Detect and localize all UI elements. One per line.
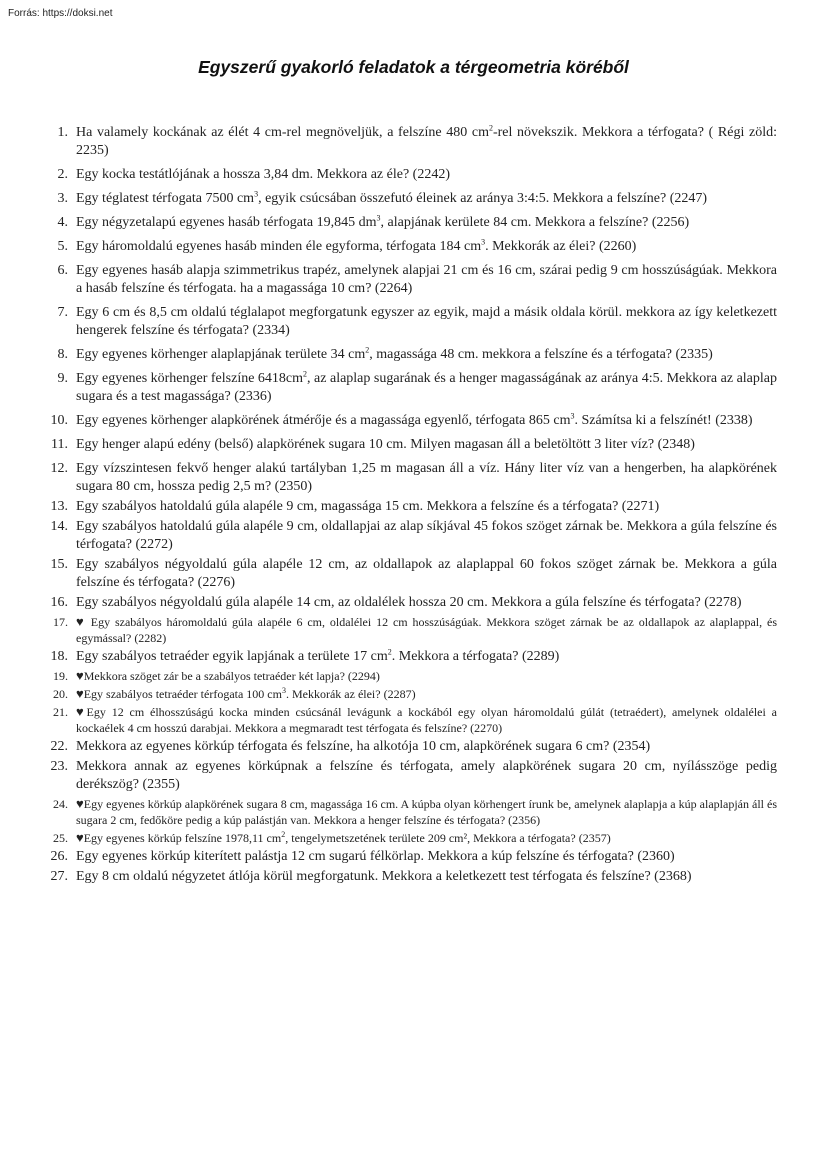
unit-exponent: 2 (365, 345, 370, 355)
task-item (0, 346, 827, 364)
task-number: 10. (50, 413, 68, 428)
task-item (0, 594, 827, 612)
task-text-cont: , az alaplap sugarának és a henger magasságának az aránya 4:5. Mekkora az alaplap sugara és a test magassága? (2336) (76, 371, 778, 404)
task-item (0, 738, 827, 756)
task-item (0, 648, 827, 666)
task-text: Egy 6 cm és 8,5 cm oldalú téglalapot megforgatunk egyszer az egyik, majd a másik oldala körül. mekkora az így keletkezett hengerek felszíne és térfogata? (2334) (76, 305, 777, 338)
unit-exponent: 3 (281, 686, 286, 695)
task-text: Egy szabályos hatoldalú gúla alapéle 9 cm, magassága 15 cm. Mekkora a felszíne és a térfogata? (2271) (76, 499, 660, 514)
task-text-cont: -rel növekszik. Mekkora a térfogata? ( Régi zöld: 2235) (76, 125, 777, 158)
task-item (0, 214, 827, 232)
unit-exponent: 3 (376, 213, 381, 223)
task-text: Egy négyzetalapú egyenes hasáb térfogata 19,845 dm (76, 215, 377, 230)
heart-icon: ♥ (76, 614, 91, 629)
task-text: Egy szabályos háromoldalú gúla alapéle 6 cm, oldalélei 12 cm hosszúságúak. Mekkora szöget zárnak be az oldallapok az alaplappal, és egymással? (2282) (76, 615, 777, 645)
heart-icon: ♥ (76, 668, 84, 683)
task-item (0, 370, 827, 406)
task-text-cont: . Mekkorák az élei? (2287) (285, 687, 416, 701)
task-number: 20. (53, 687, 68, 701)
unit-exponent: 2 (488, 123, 493, 133)
task-item (0, 124, 827, 160)
task-text-cont: , magassága 48 cm. mekkora a felszíne és a térfogata? (2335) (369, 347, 713, 362)
task-item (0, 668, 827, 684)
heart-icon: ♥ (76, 704, 87, 719)
task-number: 21. (53, 705, 68, 719)
task-text: Egy szabályos hatoldalú gúla alapéle 9 cm, oldallapjai az alap síkjával 45 fokos szöget zárnak be. Mekkora a gúla felszíne és térfogata? (2272) (76, 519, 777, 552)
task-item (0, 304, 827, 340)
task-text: Egy egyenes hasáb alapja szimmetrikus trapéz, amelynek alapjai 21 cm és 16 cm, szárai pedig 9 cm hosszúságúak. Mekkora a hasáb felszíne és térfogata. ha a magassága 10 cm? (2264) (76, 263, 777, 296)
task-number: 2. (57, 167, 68, 182)
task-number: 27. (50, 869, 68, 884)
task-item (0, 830, 827, 846)
unit-exponent: 3 (481, 237, 486, 247)
task-number: 19. (53, 669, 68, 683)
task-number: 1. (57, 125, 68, 140)
task-text-cont: , alapjának kerülete 84 cm. Mekkora a felszíne? (2256) (380, 215, 690, 230)
task-number: 22. (50, 739, 68, 754)
task-text: Egy szabályos négyoldalú gúla alapéle 12 cm, az oldallapok az alaplappal 60 fokos szöget zárnak be. Mekkora a gúla felszíne és térfogata? (2276) (76, 557, 777, 590)
task-text: Egy 12 cm élhosszúságú kocka minden csúcsánál levágunk a kockából egy olyan háromoldalú gúlát (tetraédert), amelynek oldalélei a kockaélek 4 cm hosszú darabjai. Mekkora a megmaradt test térfogata és felszíne? (2270) (76, 705, 777, 735)
source-label: Forrás: https://doksi.net (8, 8, 113, 19)
task-text-cont: , egyik csúcsában összefutó éleinek az aránya 3:4:5. Mekkora a felszíne? (2247) (258, 191, 708, 206)
unit-exponent: 2 (303, 369, 308, 379)
task-number: 16. (50, 595, 68, 610)
task-item (0, 238, 827, 256)
task-number: 4. (57, 215, 68, 230)
task-number: 12. (50, 461, 68, 476)
task-item (0, 412, 827, 430)
task-item (0, 704, 827, 736)
task-number: 14. (50, 519, 68, 534)
task-text: Mekkora annak az egyenes körkúpnak a felszíne és térfogata, amely alapkörének sugara 20 cm, nyílásszöge pedig derékszög? (2355) (76, 759, 777, 792)
unit-exponent: 3 (254, 189, 259, 199)
task-item (0, 758, 827, 794)
task-number: 13. (50, 499, 68, 514)
heart-icon: ♥ (76, 686, 84, 701)
task-number: 24. (53, 797, 68, 811)
task-text: Egy téglatest térfogata 7500 cm (76, 191, 255, 206)
task-number: 23. (50, 759, 68, 774)
task-item (0, 262, 827, 298)
task-item (0, 498, 827, 516)
task-item (0, 686, 827, 702)
heart-icon: ♥ (76, 830, 84, 845)
task-text: Egy egyenes körhenger felszíne 6418cm (76, 371, 304, 386)
task-text: Egy egyenes körkúp kiterített palástja 12 cm sugarú félkörlap. Mekkora a kúp felszíne és térfogata? (2360) (76, 849, 675, 864)
task-item (0, 190, 827, 208)
task-text: Egy kocka testátlójának a hossza 3,84 dm. Mekkora az éle? (2242) (76, 167, 450, 182)
task-text: Egy szabályos tetraéder térfogata 100 cm (83, 687, 282, 701)
task-text-cont: . Mekkorák az élei? (2260) (485, 239, 637, 254)
task-number: 11. (51, 437, 68, 452)
task-item (0, 614, 827, 646)
task-number: 15. (50, 557, 68, 572)
task-text: Egy háromoldalú egyenes hasáb minden éle egyforma, térfogata 184 cm (76, 239, 482, 254)
task-text-cont: , tengelymetszetének területe 209 cm², Mekkora a térfogata? (2357) (285, 831, 611, 845)
task-text-cont: . Számítsa ki a felszínét! (2338) (574, 413, 753, 428)
task-number: 18. (50, 649, 68, 664)
task-item (0, 868, 827, 886)
task-text: Egy egyenes körkúp felszíne 1978,11 cm (83, 831, 282, 845)
task-number: 26. (50, 849, 68, 864)
unit-exponent: 2 (281, 830, 286, 839)
task-text: Egy szabályos négyoldalú gúla alapéle 14 cm, az oldalélek hossza 20 cm. Mekkora a gúla felszíne és térfogata? (2278) (76, 595, 742, 610)
task-text: Egy egyenes körhenger alapkörének átmérője és a magassága egyenlő, térfogata 865 cm (76, 413, 571, 428)
unit-exponent: 3 (570, 411, 575, 421)
task-number: 3. (57, 191, 68, 206)
task-item (0, 518, 827, 554)
task-item (0, 796, 827, 828)
heart-icon: ♥ (76, 796, 84, 811)
task-list (0, 124, 827, 888)
task-number: 6. (57, 263, 68, 278)
task-text: Egy egyenes körhenger alaplapjának területe 34 cm (76, 347, 366, 362)
task-number: 8. (57, 347, 68, 362)
task-item (0, 166, 827, 184)
task-text: Egy szabályos tetraéder egyik lapjának a területe 17 cm (76, 649, 388, 664)
task-text: Ha valamely kockának az élét 4 cm-rel megnöveljük, a felszíne 480 cm (76, 125, 489, 140)
task-number: 25. (53, 831, 68, 845)
task-text: Egy 8 cm oldalú négyzetet átlója körül megforgatunk. Mekkora a keletkezett test térfogata és felszíne? (2368) (76, 869, 692, 884)
task-number: 5. (57, 239, 68, 254)
task-text: Egy henger alapú edény (belső) alapkörének sugara 10 cm. Milyen magasan áll a beletöltött 3 liter víz? (2348) (76, 437, 695, 452)
unit-exponent: 2 (387, 647, 392, 657)
task-item (0, 436, 827, 454)
task-number: 9. (57, 371, 68, 386)
task-text: Egy egyenes körkúp alapkörének sugara 8 cm, magassága 16 cm. A kúpba olyan körhengert írunk be, amelynek alaplapja a kúp alaplapján áll és sugara 2 cm, fedőköre pedig a kúp palástján van. Mekkora a henger felszíne és térfogata? (2356) (76, 797, 778, 827)
page-title: Egyszerű gyakorló feladatok a térgeometria köréből (198, 57, 629, 77)
task-text: Egy vízszintesen fekvő henger alakú tartályban 1,25 m magasan áll a víz. Hány liter víz van a hengerben, ha alapkörének sugara 80 cm, hossza pedig 2,5 m? (2350) (76, 461, 777, 494)
task-text-cont: . Mekkora a térfogata? (2289) (391, 649, 560, 664)
task-number: 7. (57, 305, 68, 320)
task-item (0, 556, 827, 592)
task-text: Mekkora az egyenes körkúp térfogata és felszíne, ha alkotója 10 cm, alapkörének sugara 6 cm? (2354) (76, 739, 651, 754)
task-item (0, 460, 827, 496)
task-text: Mekkora szöget zár be a szabályos tetraéder két lapja? (2294) (83, 669, 380, 683)
task-item (0, 848, 827, 866)
task-number: 17. (53, 615, 68, 629)
